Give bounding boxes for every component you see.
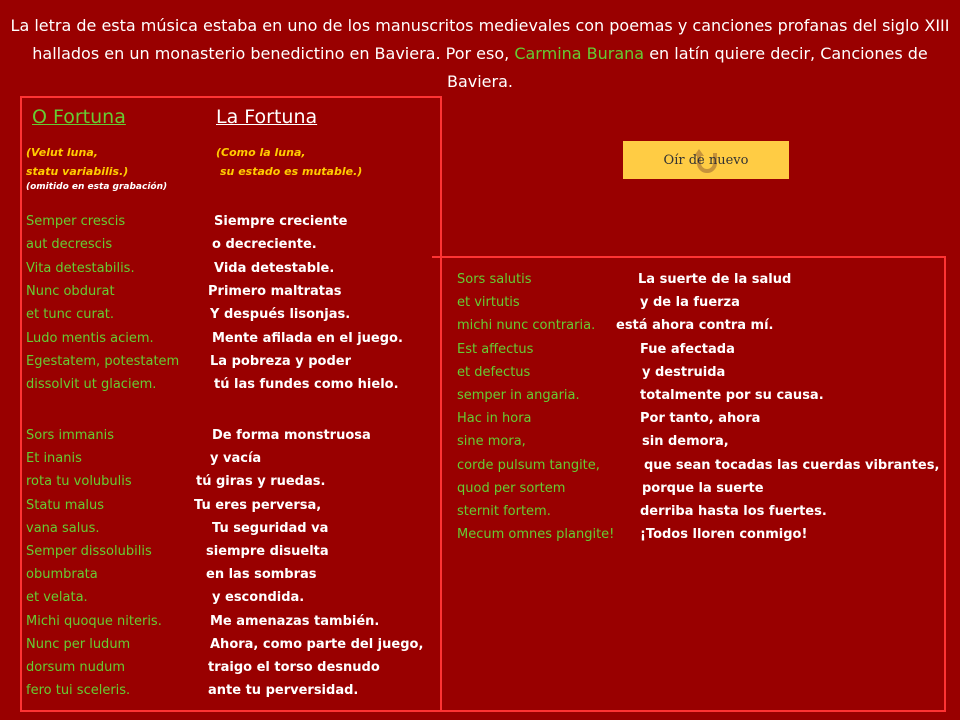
stanza3-latin-line: michi nunc contraria. — [457, 318, 596, 334]
stanza3-latin-line: et virtutis — [457, 295, 520, 311]
stanza2-spanish-line: siempre disuelta — [206, 544, 329, 559]
stanza3-spanish-line: La suerte de la salud — [638, 272, 792, 287]
stanza2-latin-line: dorsum nudum — [26, 660, 125, 675]
stanza1-latin-line: dissolvit ut glaciem. — [26, 377, 157, 393]
intro-text-1: La letra de esta música estaba en uno de los manuscritos medievales con poemas y canciones profanas del siglo XIII hallados en un monasterio benedictino en Baviera. Por eso, — [10, 16, 950, 63]
stanza2-spanish-line: De forma monstruosa — [212, 428, 371, 443]
stanza2-spanish-line: y escondida. — [212, 590, 305, 606]
stanza2-spanish-line: en las sombras — [206, 567, 317, 583]
stanza1-spanish-line: o decreciente. — [212, 237, 317, 253]
stanza2-latin-line: et velata. — [26, 590, 88, 606]
stanza3-spanish-line: derriba hasta los fuertes. — [640, 504, 827, 519]
stanza1-spanish-line: Mente afilada en el juego. — [212, 330, 403, 346]
note-spanish-2: su estado es mutable.) — [220, 165, 363, 178]
title-spanish: La Fortuna — [216, 106, 318, 128]
stanza1-spanish-line: Primero maltratas — [208, 283, 342, 299]
title-latin[interactable]: O Fortuna — [32, 106, 126, 128]
stanza2-latin-line: Statu malus — [26, 497, 105, 513]
stanza3-spanish-line: está ahora contra mí. — [616, 318, 774, 334]
stanza1-spanish-line: tú las fundes como hielo. — [214, 377, 399, 393]
stanza3-latin-line: semper in angaria. — [457, 388, 580, 403]
stanza2-spanish-line: Tu seguridad va — [212, 520, 329, 536]
stanza2-latin-line: rota tu volubulis — [26, 474, 132, 490]
stanza1-latin-line: aut decrescis — [26, 237, 113, 253]
stanza2-latin-line: Semper dissolubilis — [26, 544, 152, 559]
replay-label: Oír de nuevo — [663, 152, 749, 168]
note-latin-1: (Velut luna, — [26, 146, 98, 159]
stanza3-spanish-line: que sean tocadas las cuerdas vibrantes, — [644, 457, 940, 473]
stanza2-spanish-line: Tu eres perversa, — [194, 497, 322, 513]
stanza2-latin-line: Et inanis — [26, 451, 82, 467]
stanza2-spanish-line: ante tu perversidad. — [208, 683, 359, 699]
intro-text-2: en latín quiere decir, Canciones de Baviera. — [446, 44, 928, 91]
note-omitted: (omitido en esta grabación) — [26, 182, 168, 192]
stanza2-spanish-line: Ahora, como parte del juego, — [210, 636, 424, 652]
stanza1-latin-line: Egestatem, potestatem — [26, 353, 180, 369]
intro-paragraph — [8, 12, 952, 96]
stanza1-spanish-line: Y después lisonjas. — [210, 307, 351, 323]
stanza1-latin-line: Semper crescis — [26, 214, 126, 229]
stanza3-latin-line: Est affectus — [457, 341, 534, 357]
stanza3-latin-line: Hac in hora — [457, 411, 532, 427]
stanza3-latin-line: sine mora, — [457, 434, 526, 450]
stanza3-spanish-line: totalmente por su causa. — [640, 388, 824, 403]
intro-highlight: Carmina Burana — [514, 44, 645, 63]
stanza3-latin-line: Sors salutis — [457, 272, 532, 287]
stanza2-latin-line: Sors immanis — [26, 428, 114, 443]
stanza2-latin-line: vana salus. — [26, 520, 100, 536]
stanza3-spanish-line: porque la suerte — [642, 480, 764, 496]
stanza2-latin-line: obumbrata — [26, 567, 98, 583]
stanza1-latin-line: Vita detestabilis. — [26, 260, 135, 276]
stanza2-spanish-line: tú giras y ruedas. — [196, 474, 326, 490]
stanza1-spanish-line: La pobreza y poder — [210, 353, 351, 369]
stanza1-latin-line: Ludo mentis aciem. — [26, 330, 154, 346]
stanza3-latin-line: et defectus — [457, 364, 531, 380]
stanza3-latin-line: Mecum omnes plangite! — [457, 527, 615, 543]
stanza1-spanish-line: Vida detestable. — [214, 260, 335, 276]
replay-button[interactable] — [623, 141, 789, 179]
stanza1-spanish-line: Siempre creciente — [214, 214, 348, 229]
stanza3-spanish-line: Por tanto, ahora — [640, 411, 761, 427]
note-spanish-1: (Como la luna, — [216, 146, 306, 159]
stanza2-latin-line: Michi quoque niteris. — [26, 613, 162, 629]
stanza3-latin-line: quod per sortem — [457, 480, 566, 496]
stanza2-spanish-line: Me amenazas también. — [210, 613, 380, 629]
stanza2-latin-line: Nunc per ludum — [26, 636, 131, 652]
note-latin-2: statu variabilis.) — [26, 165, 129, 178]
stanza2-spanish-line: traigo el torso desnudo — [208, 660, 380, 675]
stanza3-spanish-line: ¡Todos lloren conmigo! — [640, 527, 808, 543]
stanza3-spanish-line: y de la fuerza — [640, 295, 740, 311]
stanza2-latin-line: fero tui sceleris. — [26, 683, 131, 699]
stanza1-latin-line: Nunc obdurat — [26, 283, 115, 299]
stanza1-latin-line: et tunc curat. — [26, 307, 115, 323]
stanza3-spanish-line: sin demora, — [642, 434, 729, 450]
stanza3-spanish-line: y destruida — [642, 364, 726, 380]
stanza2-spanish-line: y vacía — [210, 451, 262, 467]
stanza3-latin-line: sternit fortem. — [457, 504, 551, 519]
stanza3-spanish-line: Fue afectada — [640, 341, 735, 357]
stanza3-latin-line: corde pulsum tangite, — [457, 457, 600, 473]
